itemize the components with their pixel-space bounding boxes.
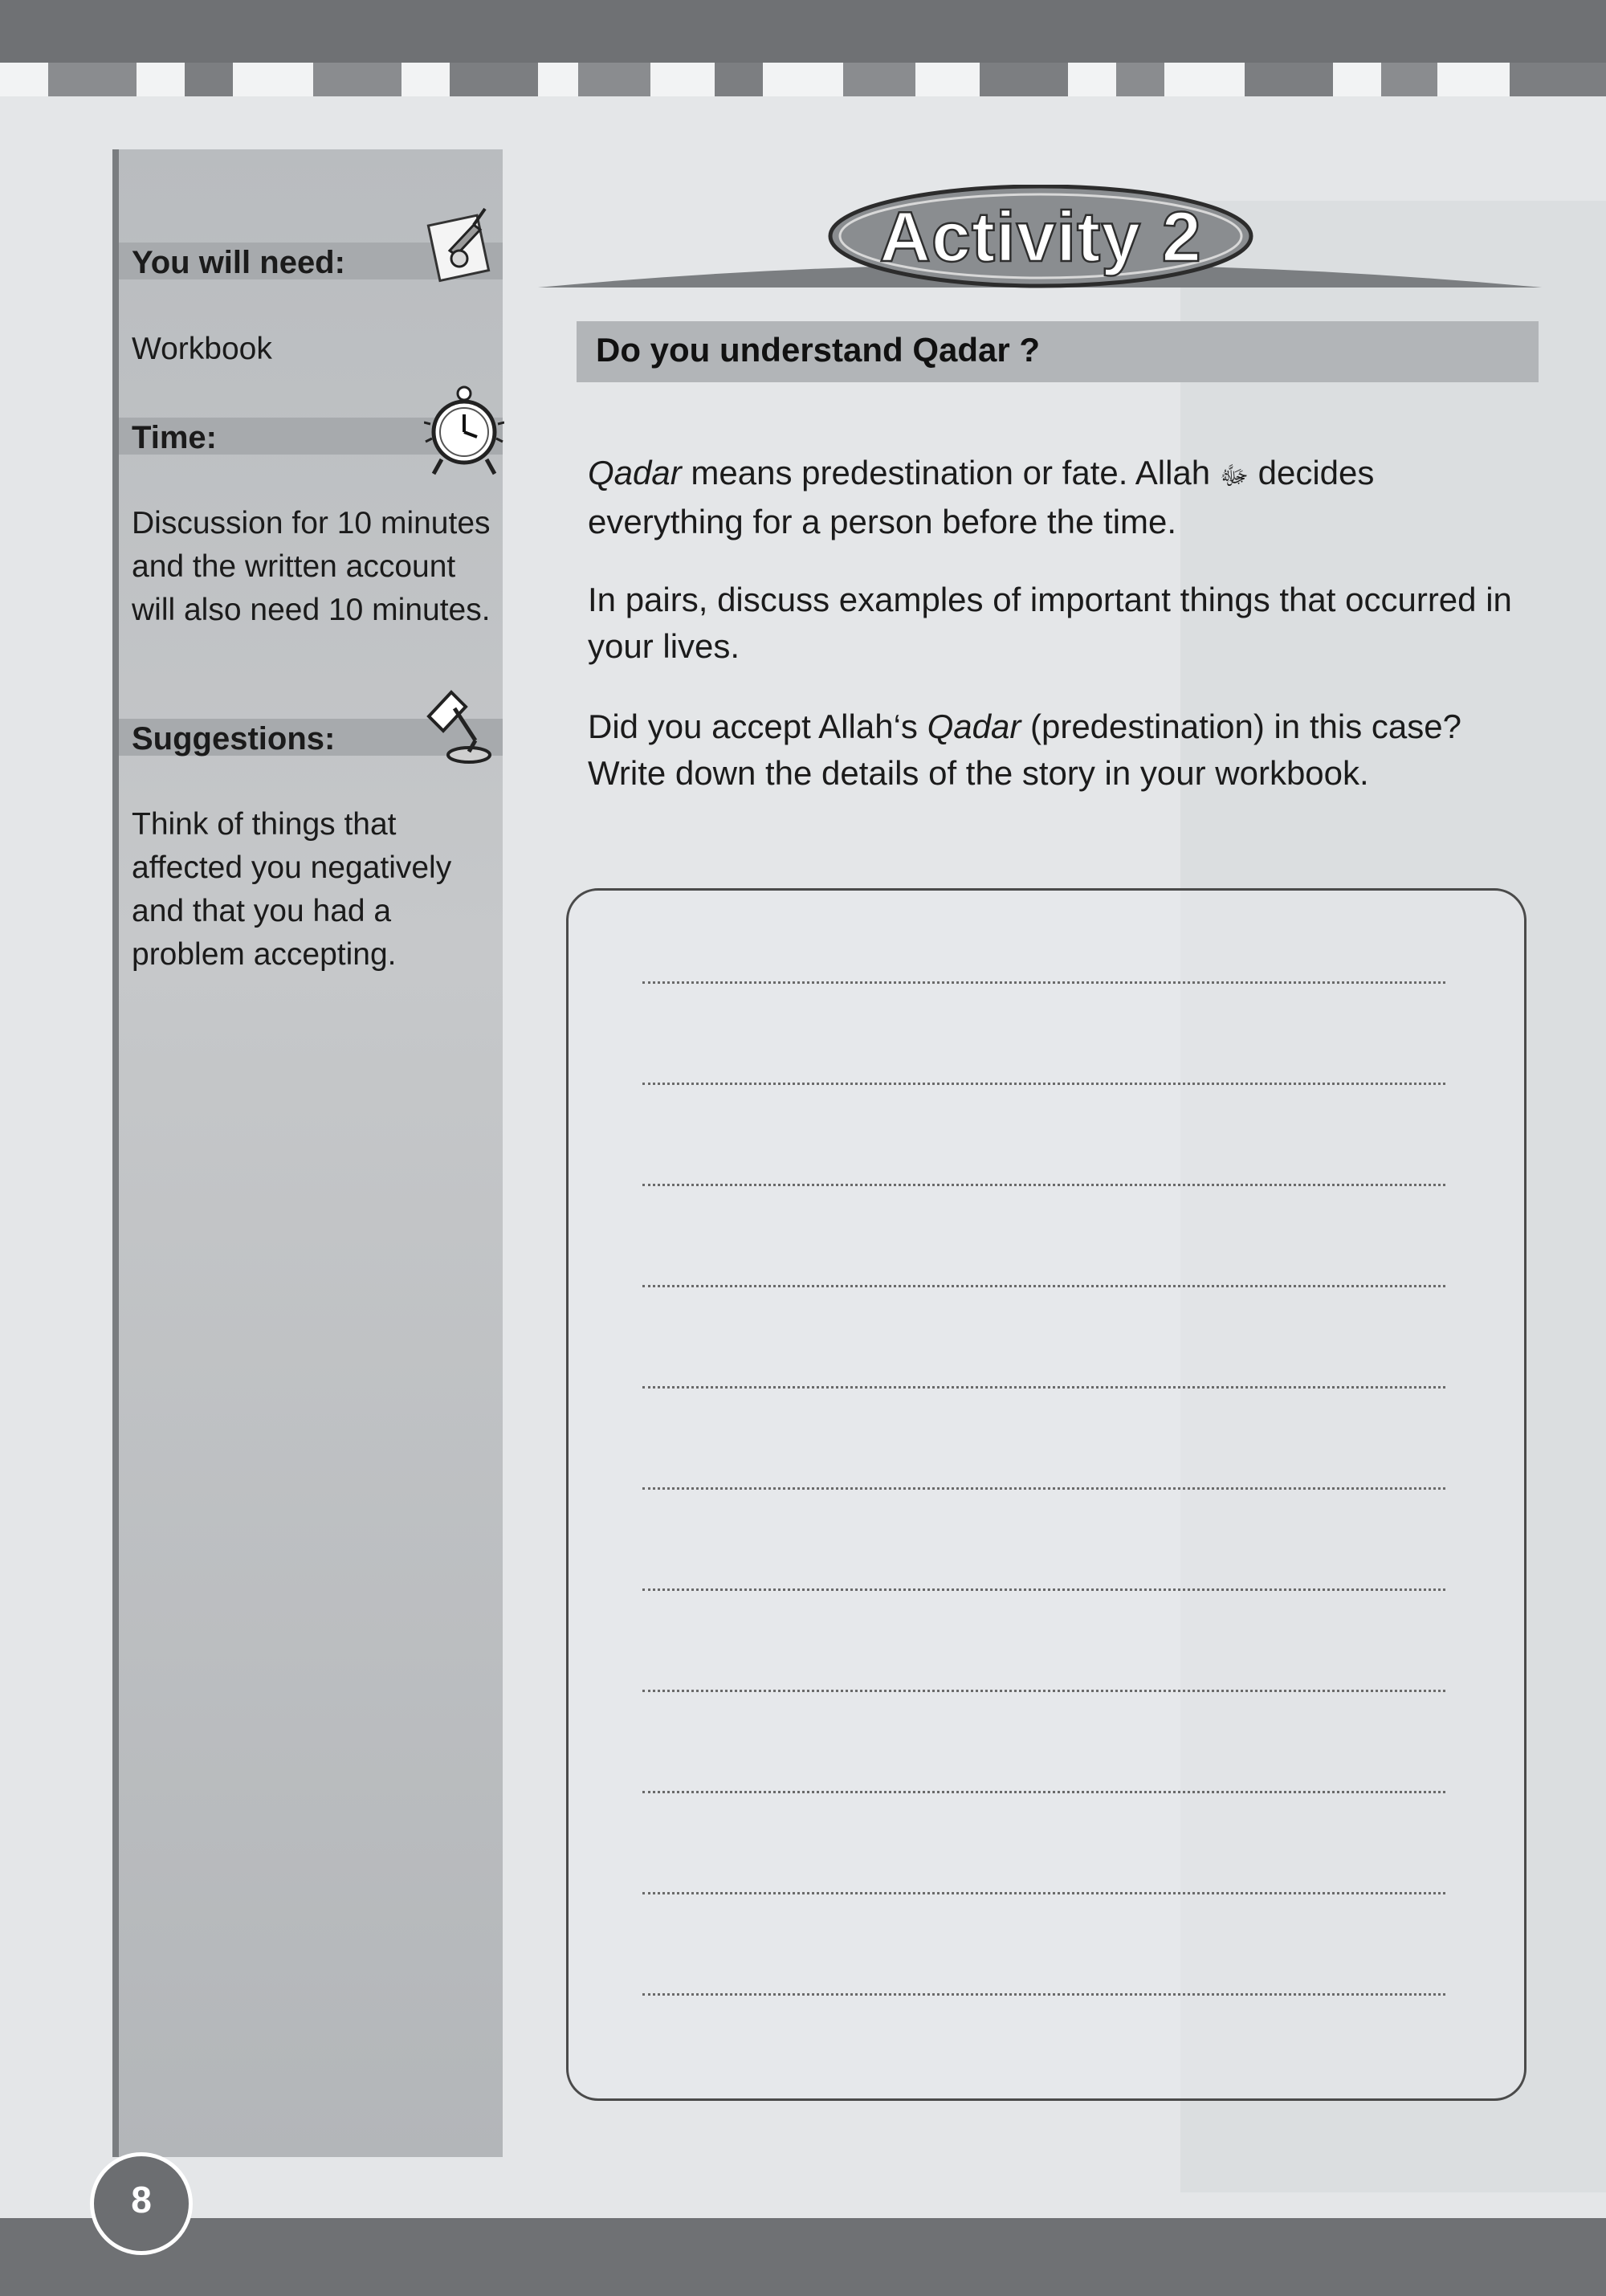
- qadar-term: Qadar: [588, 454, 682, 491]
- paragraph-1-end: decides everything for a person before the time.: [588, 454, 1375, 540]
- writing-line[interactable]: [642, 1487, 1445, 1490]
- need-text: Workbook: [132, 332, 272, 366]
- writing-line[interactable]: [642, 1791, 1445, 1793]
- time-heading: Time:: [132, 420, 217, 455]
- paragraph-1-text: means predestination or fate. Allah: [681, 454, 1220, 491]
- qadar-term-2: Qadar: [927, 708, 1021, 745]
- writing-line[interactable]: [642, 1588, 1445, 1591]
- writing-box[interactable]: [566, 888, 1527, 2101]
- desk-lamp-icon: [419, 684, 491, 769]
- writing-line[interactable]: [642, 1993, 1445, 1996]
- alarm-clock-icon: [424, 382, 504, 483]
- need-heading: You will need:: [132, 245, 345, 280]
- checker-strip: [0, 63, 1606, 96]
- suggestions-heading: Suggestions:: [132, 721, 336, 756]
- activity-title: Activity 2: [879, 197, 1202, 276]
- suggestions-text: Think of things that affected you negatively and that you had a problem accepting.: [132, 807, 452, 972]
- writing-line[interactable]: [642, 1083, 1445, 1085]
- paragraph-3-start: Did you accept Allah‘s: [588, 708, 927, 745]
- paragraph-discuss: In pairs, discuss examples of important things that occurred in your lives.: [588, 581, 1512, 665]
- paragraph-3-end: (predestination) in this case? Write down the details of the story in your workbook.: [588, 708, 1461, 792]
- paragraph-qadar-meaning: [588, 450, 1527, 545]
- bottom-band: [0, 2218, 1606, 2296]
- paragraph-accept-qadar: [588, 703, 1527, 797]
- writing-line[interactable]: [642, 1285, 1445, 1287]
- sidebar-edge: [112, 149, 119, 2157]
- activity-banner: [530, 185, 1542, 301]
- writing-line[interactable]: [642, 981, 1445, 984]
- time-text: Discussion for 10 minutes and the written account will also need 10 minutes.: [132, 506, 491, 627]
- writing-line[interactable]: [642, 1892, 1445, 1894]
- honorific-glyph: ﷻ: [1219, 461, 1249, 490]
- writing-hand-icon: [426, 202, 503, 287]
- writing-line[interactable]: [642, 1386, 1445, 1389]
- question-heading: Do you understand Qadar ?: [596, 331, 1041, 369]
- top-band: [0, 0, 1606, 63]
- writing-line[interactable]: [642, 1184, 1445, 1186]
- writing-line[interactable]: [642, 1690, 1445, 1692]
- page-number: 8: [131, 2179, 152, 2221]
